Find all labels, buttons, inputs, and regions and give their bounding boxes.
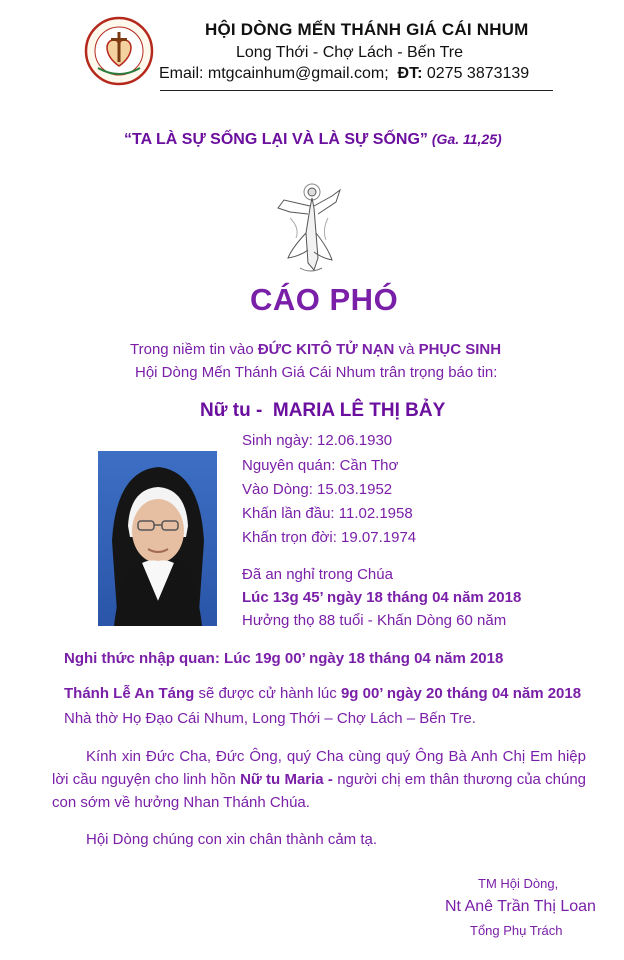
congregation-logo-icon	[84, 16, 154, 86]
intro-mid: và	[398, 341, 415, 358]
mass-label: Thánh Lễ An Táng	[64, 685, 195, 702]
entered-date: Vào Dòng: 15.03.1952	[242, 481, 393, 498]
signature-line-1: TM Hội Dòng,	[478, 876, 559, 891]
funeral-mass	[64, 685, 581, 702]
encoffining-ceremony	[64, 650, 503, 667]
age-text: Hưởng thọ 88 tuổi - Khấn Dòng 60 năm	[242, 612, 507, 629]
rest-text: Đã an nghỉ trong Chúa	[242, 566, 393, 583]
final-vows-date: Khấn trọn đời: 19.07.1974	[242, 529, 417, 546]
signature-title: Tổng Phụ Trách	[470, 923, 563, 938]
name-prefix: Nữ tu -	[200, 400, 263, 421]
org-address: Long Thới - Chợ Lách - Bến Tre	[236, 44, 464, 61]
intro-bold-1: ĐỨC KITÔ TỬ NẠN	[257, 341, 395, 358]
deceased-portrait	[98, 451, 217, 626]
intro-bold-2: PHỤC SINH	[418, 341, 502, 358]
ceremony-time: Lúc 19g 00’ ngày 18 tháng 04 năm 2018	[224, 650, 504, 667]
thanks-text: Hội Dòng chúng con xin chân thành cảm tạ.	[86, 831, 378, 848]
death-time	[242, 589, 521, 606]
intro-line-2: Hội Dòng Mến Thánh Giá Cái Nhum trân trọng báo tin:	[135, 364, 498, 381]
deceased-name	[200, 400, 445, 422]
org-email: Email: mtgcainhum@gmail.com;	[159, 65, 389, 82]
name-value: MARIA LÊ THỊ BẢY	[272, 400, 446, 421]
phone-label: ĐT:	[397, 65, 423, 82]
intro-line-1	[130, 341, 501, 358]
page-title: CÁO PHÓ	[250, 282, 399, 317]
mass-time: 9g 00’ ngày 20 tháng 04 năm 2018	[340, 685, 582, 702]
ceremony-label: Nghi thức nhập quan:	[64, 650, 220, 667]
intro-pre: Trong niềm tin vào	[130, 341, 254, 358]
quote-text: “TA LÀ SỰ SỐNG LẠI VÀ LÀ SỰ SỐNG”	[124, 131, 428, 148]
quote-reference: (Ga. 11,25)	[431, 131, 502, 147]
org-contact	[159, 65, 529, 83]
header-divider	[160, 90, 553, 91]
risen-christ-icon	[270, 178, 350, 278]
org-phone: 0275 3873139	[426, 65, 530, 82]
scripture-quote	[124, 131, 502, 149]
prayer-bold: Nữ tu Maria -	[240, 771, 333, 788]
org-name: HỘI DÒNG MẾN THÁNH GIÁ CÁI NHUM	[205, 20, 529, 39]
prayer-post: người chị em thân thương của chúng con sớm về hưởng Nhan Thánh Chúa.	[52, 771, 587, 811]
prayer-paragraph	[52, 745, 586, 814]
prayer-pre: Kính xin Đức Cha, Đức Ông, quý Cha cùng quý Ông Bà Anh Chị Em hiệp lời cầu nguyện cho linh hồn	[52, 748, 586, 788]
signature-name: Nt Anê Trần Thị Loan	[445, 898, 596, 915]
mass-mid: sẽ được cử hành lúc	[198, 685, 337, 702]
hometown: Nguyên quán: Cần Thơ	[242, 457, 399, 474]
first-vows-date: Khấn lần đầu: 11.02.1958	[242, 505, 413, 522]
church-location: Nhà thờ Họ Đạo Cái Nhum, Long Thới – Chợ Lách – Bến Tre.	[64, 710, 476, 727]
death-time-value: Lúc 13g 45’ ngày 18 tháng 04 năm 2018	[242, 589, 522, 606]
birth-date: Sinh ngày: 12.06.1930	[242, 432, 393, 449]
